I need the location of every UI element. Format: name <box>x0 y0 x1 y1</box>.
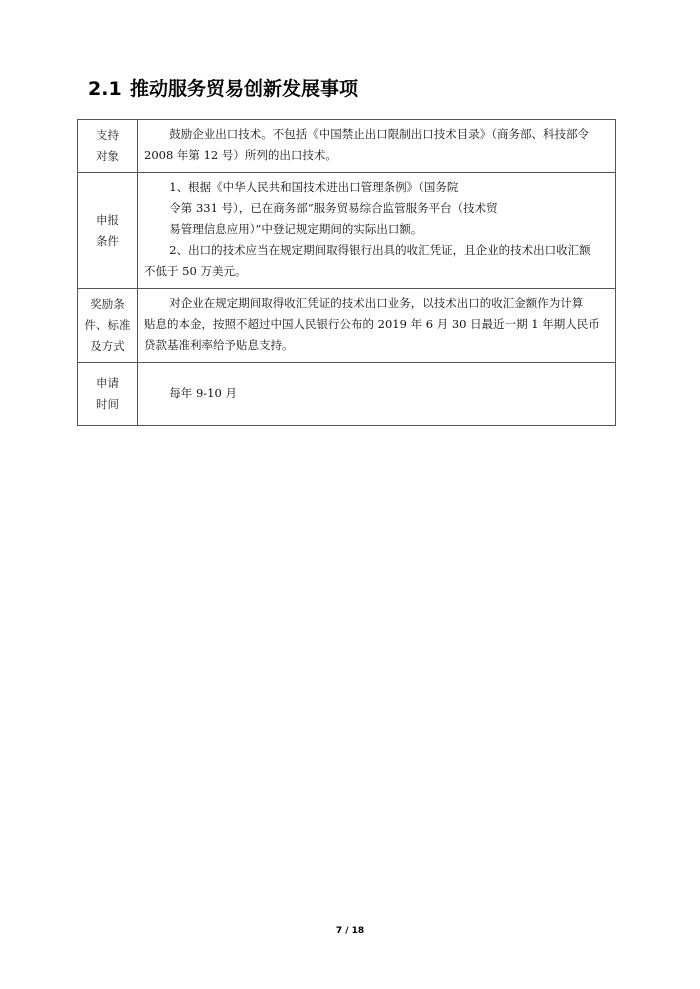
label-line: 及方式 <box>90 339 125 353</box>
table-row-application-conditions <box>78 173 616 289</box>
content-line: 每年 9-10 月 <box>169 385 237 400</box>
content-line: 鼓励企业出口技术。不包括《中国禁止出口限制出口技术目录》（商务部、科技部令 <box>169 127 590 141</box>
policy-table <box>77 119 616 426</box>
content-line: 1、根据《中华人民共和国技术进出口管理条例》（国务院 <box>169 180 459 194</box>
table-row-reward-conditions <box>78 289 616 363</box>
content-line: 贷款基准利率给予贴息支持。 <box>144 338 294 352</box>
row-label-application-conditions <box>78 173 138 289</box>
row-content-support-target <box>138 120 616 173</box>
row-content-application-conditions <box>138 173 616 289</box>
label-line: 申请 <box>96 376 119 390</box>
label-line: 件、标准 <box>84 318 131 332</box>
section-title: 推动服务贸易创新发展事项 <box>130 78 359 100</box>
section-number: 2.1 <box>88 78 122 100</box>
table-row-support-target <box>78 120 616 173</box>
content-line: 不低于 50 万美元。 <box>144 264 247 278</box>
label-line: 条件 <box>96 233 119 248</box>
row-label-support-target <box>78 120 138 173</box>
table-row-application-time <box>78 363 616 426</box>
content-line: 2、出口的技术应当在规定期间取得银行出具的收汇凭证，且企业的技术出口收汇额 <box>169 243 591 257</box>
label-line: 对象 <box>96 149 119 163</box>
row-content-reward-conditions <box>138 289 616 363</box>
row-content-application-time <box>138 363 616 426</box>
section-heading <box>88 74 358 101</box>
content-line: 对企业在规定期间取得收汇凭证的技术出口业务，以技术出口的收汇金额作为计算 <box>169 296 584 310</box>
label-line: 时间 <box>96 397 119 411</box>
row-label-reward-conditions <box>78 289 138 363</box>
content-line: 令第 331 号），已在商务部“服务贸易综合监管服务平台（技术贸 <box>169 201 498 215</box>
content-line: 易管理信息应用）”中登记规定期间的实际出口额。 <box>169 222 423 236</box>
content-line: 贴息的本金，按照不超过中国人民银行公布的 2019 年 6 月 30 日最近一期 1 年期人民币 <box>144 317 600 331</box>
label-line: 申报 <box>96 212 119 227</box>
label-line: 奖励条 <box>90 297 125 311</box>
row-label-application-time <box>78 363 138 426</box>
page-number: 7 / 18 <box>335 926 365 936</box>
content-line: 2008 年第 12 号）所列的出口技术。 <box>144 148 337 162</box>
label-line: 支持 <box>96 128 119 142</box>
